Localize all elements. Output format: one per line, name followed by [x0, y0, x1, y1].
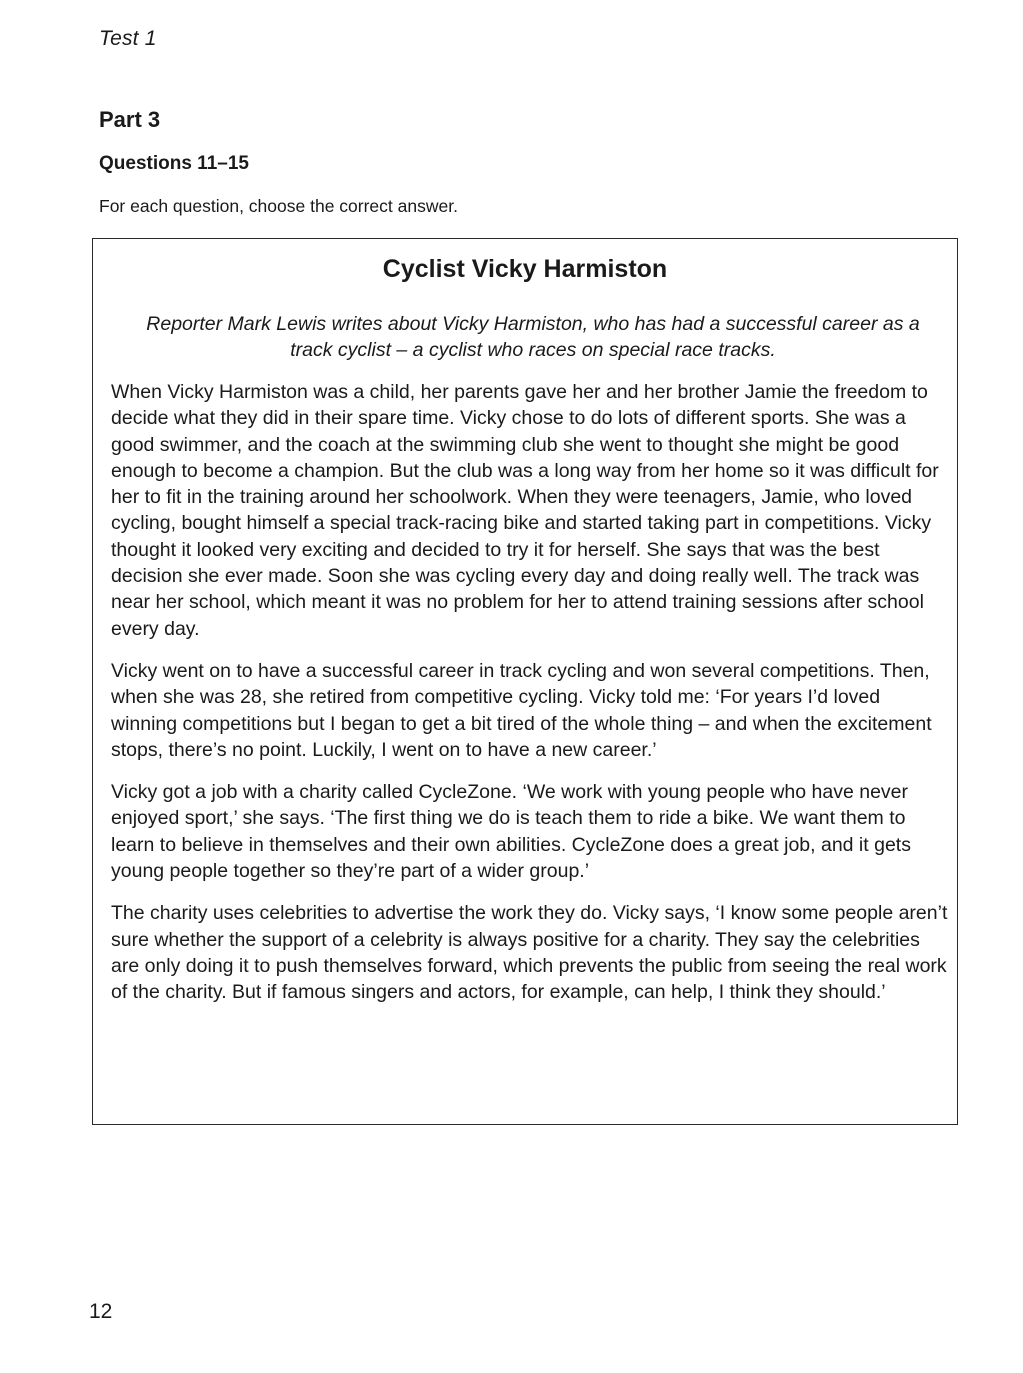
article-paragraph: When Vicky Harmiston was a child, her parents gave her and her brother Jamie the freedom to decide what they did in their spare time. Vicky chose to do lots of different sports. She was a good swimmer, and the coach at the swimming club she went to thought she might be good enough to become a champion. But the club was a long way from her home so it was difficult for her to fit in the training around her schoolwork. When they were teenagers, Jamie, who loved cycling, bought himself a special track-racing bike and started taking part in competitions. Vicky thought it looked very exciting and decided to try it for herself. She says that was the best decision she ever made. Soon she was cycling every day and doing really well. The track was near her school, which meant it was no problem for her to attend training sessions after school every day.	[111, 381, 939, 640]
article-title: Cyclist Vicky Harmiston	[382, 255, 668, 283]
article-body	[111, 379, 951, 1022]
article-intro: Reporter Mark Lewis writes about Vicky Harmiston, who has had a successful career as a track cyclist – a cyclist who races on special race tracks.	[146, 313, 920, 361]
article-paragraph: The charity uses celebrities to advertise the work they do. Vicky says, ‘I know some people aren’t sure whether the support of a celebrity is always positive for a charity. They say the celebrities are only doing it to push themselves forward, which prevents the public from seeing the real work of the charity. But if famous singers and actors, for example, can help, I think they should.’	[111, 902, 948, 1004]
part-title: Part 3	[99, 107, 161, 132]
test-label: Test 1	[99, 27, 157, 50]
instruction-text: For each question, choose the correct answer.	[99, 196, 458, 216]
page-number: 12	[89, 1300, 113, 1323]
questions-title: Questions 11–15	[99, 153, 249, 174]
article-box	[92, 238, 958, 1125]
article-paragraph: Vicky went on to have a successful career in track cycling and won several competitions. Then, when she was 28, she retired from competitive cycling. Vicky told me: ‘For years I’d loved winning competitions but I began to get a bit tired of the whole thing – and when the excitement stops, there’s no point. Luckily, I went on to have a new career.’	[111, 659, 932, 761]
article-paragraph: Vicky got a job with a charity called CycleZone. ‘We work with young people who have never enjoyed sport,’ she says. ‘The first thing we do is teach them to ride a bike. We want them to learn to believe in themselves and their own abilities. CycleZone does a great job, and it gets young people together so they’re part of a wider group.’	[111, 781, 911, 883]
